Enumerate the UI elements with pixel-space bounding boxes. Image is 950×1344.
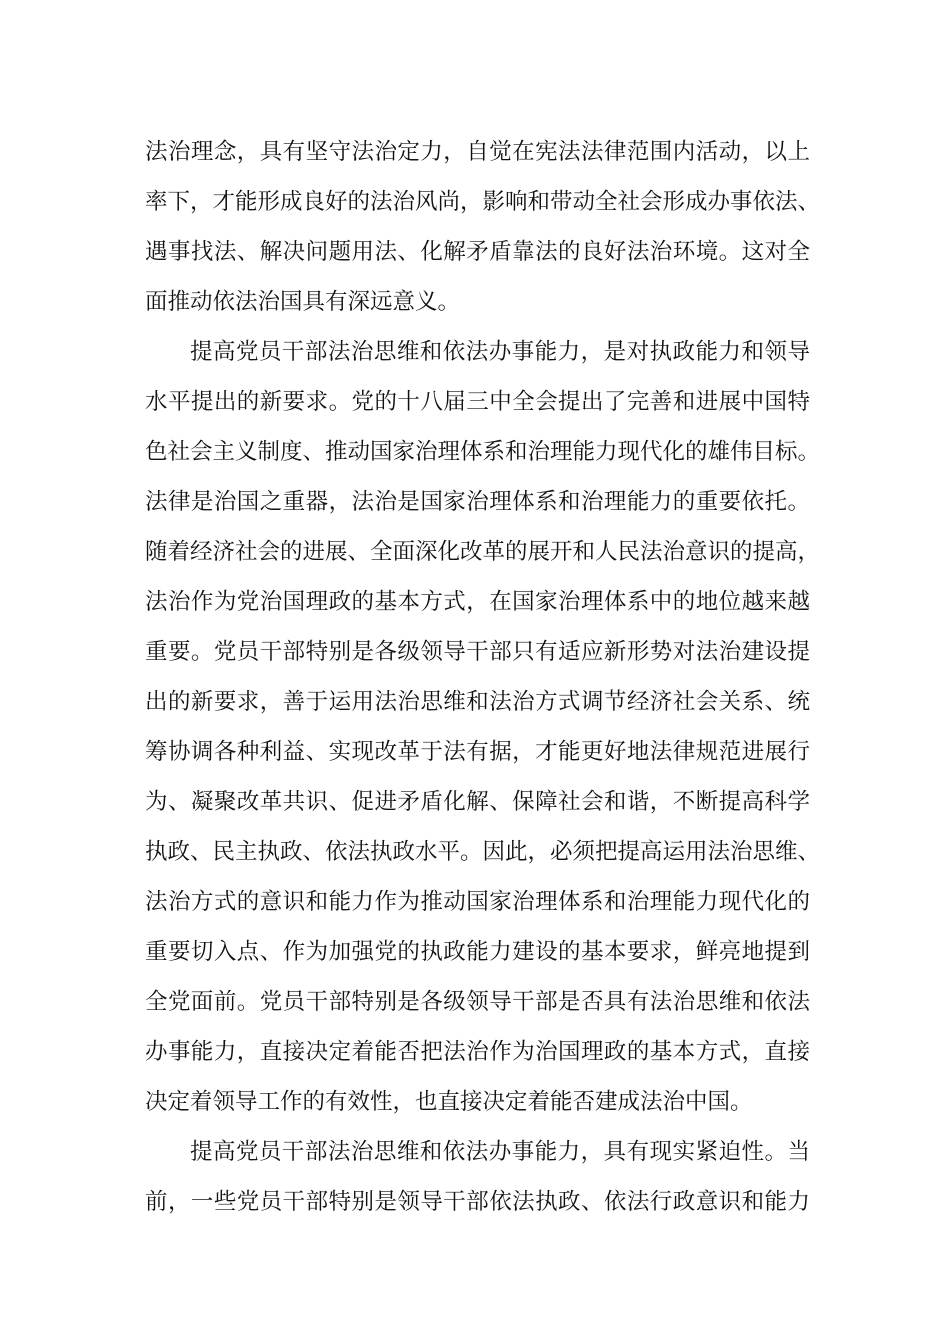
text-line: 前，一些党员干部特别是领导干部依法执政、依法行政意识和能力	[145, 1189, 810, 1215]
text-line: 筹协调各种利益、实现改革于法有据，才能更好地法律规范进展行	[145, 739, 810, 765]
text-line: 提高党员干部法治思维和依法办事能力，具有现实紧迫性。当	[190, 1139, 810, 1165]
text-line: 全党面前。党员干部特别是各级领导干部是否具有法治思维和依法	[145, 989, 810, 1015]
text-line: 遇事找法、解决问题用法、化解矛盾靠法的良好法治环境。这对全	[145, 239, 810, 265]
text-line: 重要。党员干部特别是各级领导干部只有适应新形势对法治建设提	[145, 639, 810, 665]
text-line: 办事能力，直接决定着能否把法治作为治国理政的基本方式，直接	[145, 1039, 810, 1065]
text-line: 法律是治国之重器，法治是国家治理体系和治理能力的重要依托。	[145, 489, 810, 515]
text-line: 面推动依法治国具有深远意义。	[145, 289, 461, 315]
text-line: 为、凝聚改革共识、促进矛盾化解、保障社会和谐，不断提高科学	[145, 789, 810, 815]
text-line: 执政、民主执政、依法执政水平。因此，必须把提高运用法治思维、	[145, 839, 821, 865]
text-line: 水平提出的新要求。党的十八届三中全会提出了完善和进展中国特	[145, 389, 810, 415]
document-body	[145, 127, 821, 1227]
text-line: 法治作为党治国理政的基本方式，在国家治理体系中的地位越来越	[145, 589, 810, 615]
text-line: 决定着领导工作的有效性，也直接决定着能否建成法治中国。	[145, 1089, 753, 1115]
text-line: 色社会主义制度、推动国家治理体系和治理能力现代化的雄伟目标。	[145, 439, 821, 465]
text-line: 随着经济社会的进展、全面深化改革的展开和人民法治意识的提高，	[145, 539, 821, 565]
text-line: 法治方式的意识和能力作为推动国家治理体系和治理能力现代化的	[145, 889, 810, 915]
text-line: 出的新要求，善于运用法治思维和法治方式调节经济社会关系、统	[145, 689, 810, 715]
text-line: 法治理念，具有坚守法治定力，自觉在宪法法律范围内活动，以上	[145, 139, 810, 165]
text-line: 重要切入点、作为加强党的执政能力建设的基本要求，鲜亮地提到	[145, 939, 810, 965]
text-line: 率下，才能形成良好的法治风尚，影响和带动全社会形成办事依法、	[145, 189, 821, 215]
text-line: 提高党员干部法治思维和依法办事能力，是对执政能力和领导	[190, 339, 810, 365]
